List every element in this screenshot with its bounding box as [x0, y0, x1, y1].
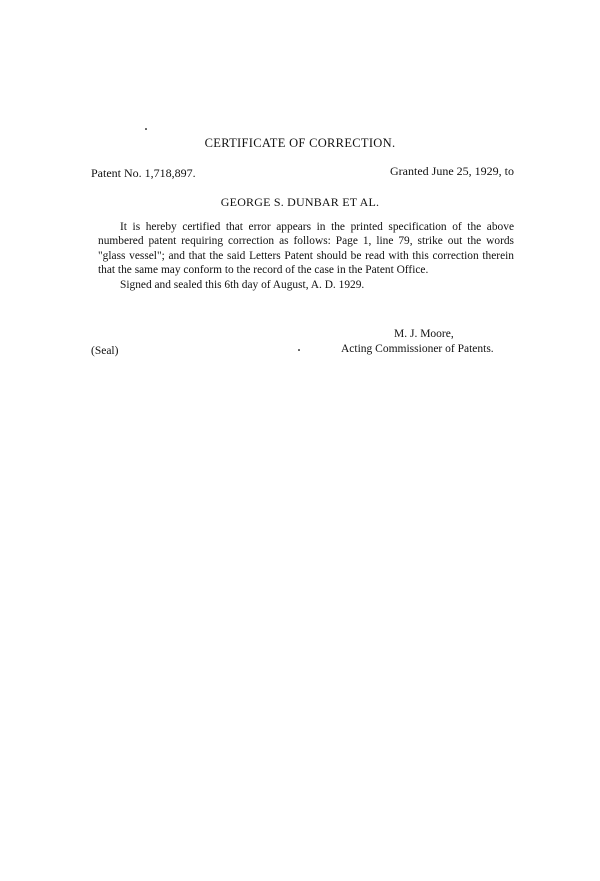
- scan-speck: [145, 128, 147, 130]
- granted-date: Granted June 25, 1929, to: [390, 164, 514, 178]
- signed-sealed-line: Signed and sealed this 6th day of August, A. D. 1929.: [120, 278, 365, 291]
- scan-speck: [298, 349, 300, 351]
- certificate-title: CERTIFICATE OF CORRECTION.: [204, 136, 396, 150]
- correction-body: [98, 220, 514, 292]
- signer-name: M. J. Moore,: [394, 328, 454, 340]
- patent-number: Patent No. 1,718,897.: [91, 166, 196, 180]
- signer-title: Acting Commissioner of Patents.: [341, 343, 494, 355]
- correction-paragraph: It is hereby certified that error appears in the printed specification of the above numbered patent requiring correction as follows: Page 1, line 79, strike out the words "glass vessel"; and that the said Letters Patent should be read with this correction therein that the same may conform to the record of the case in the Patent Office.: [98, 221, 514, 277]
- assignee-name: GEORGE S. DUNBAR ET AL.: [220, 195, 380, 209]
- seal-label: (Seal): [91, 345, 119, 357]
